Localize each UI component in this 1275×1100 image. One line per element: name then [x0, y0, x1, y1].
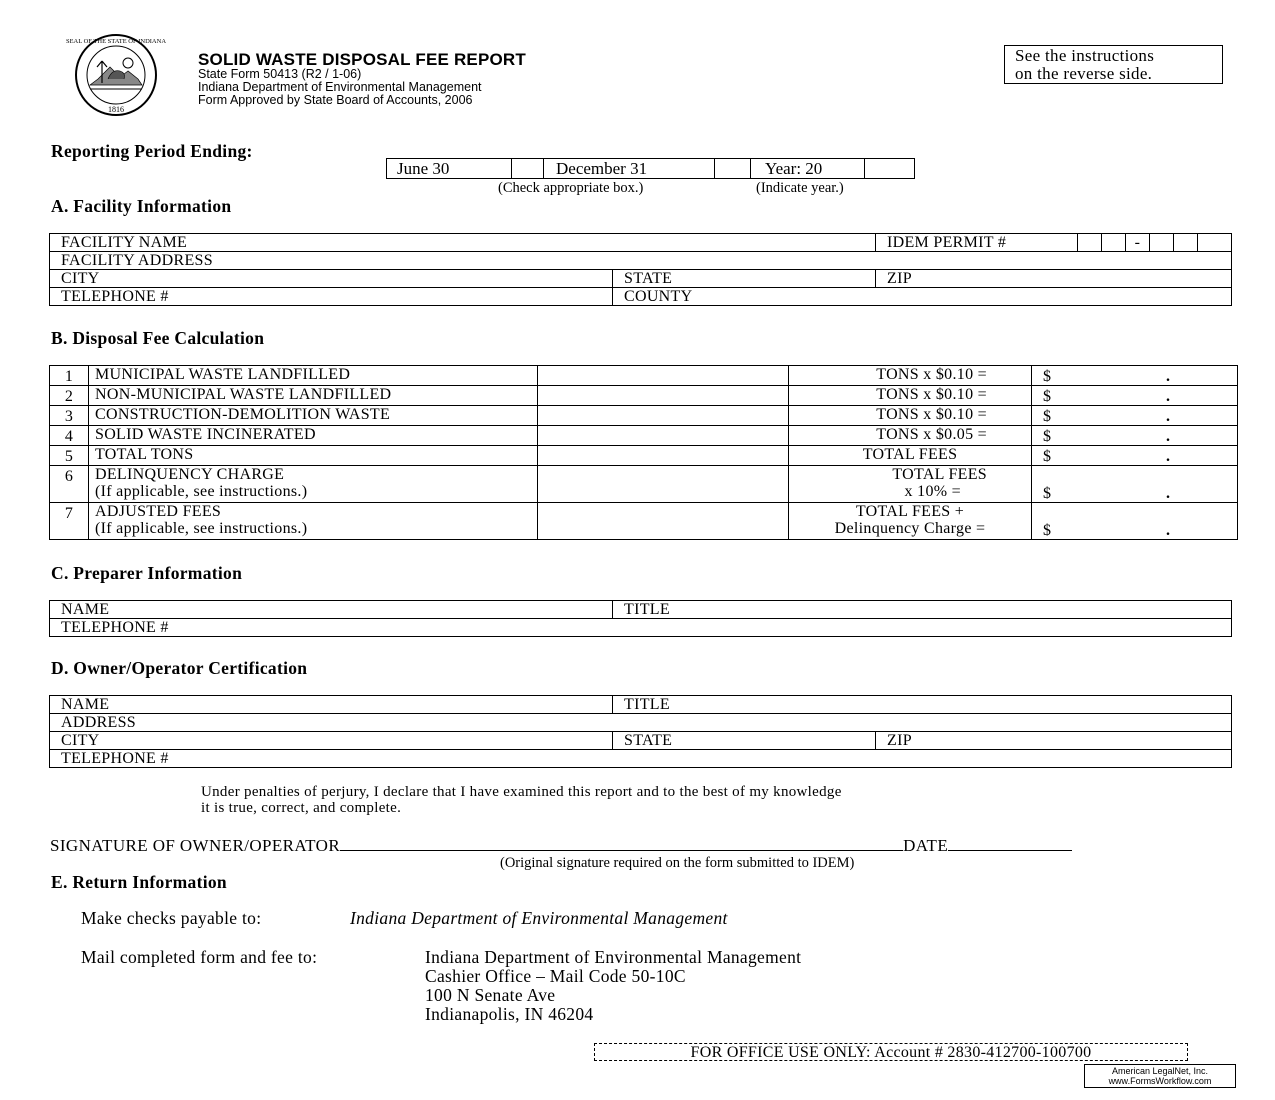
fee-row-number: 6 — [50, 466, 89, 503]
facility-name-field[interactable] — [50, 234, 876, 252]
fee-row-label: SOLID WASTE INCINERATED — [95, 426, 316, 443]
fee-row-rate — [789, 386, 1032, 406]
mail-address-line-3: 100 N Senate Ave — [425, 985, 556, 1005]
preparer-name-label: NAME — [61, 601, 110, 618]
facility-city-field[interactable] — [50, 270, 613, 288]
fee-row-amount-input[interactable] — [1032, 466, 1238, 503]
fee-row-label: NON-MUNICIPAL WASTE LANDFILLED — [95, 386, 392, 403]
fee-calculation-table — [49, 365, 1238, 540]
fee-row-tons-input[interactable] — [538, 446, 789, 466]
year-input[interactable] — [865, 159, 914, 178]
fee-row-number: 5 — [50, 446, 89, 466]
fee-row-label: ADJUSTED FEES — [95, 503, 222, 520]
section-a-heading: A. Facility Information — [51, 196, 232, 216]
dollar-sign: $ — [1043, 522, 1052, 539]
fee-row-description — [89, 406, 538, 426]
facility-county-field[interactable] — [613, 288, 1232, 306]
decimal-point: . — [1166, 522, 1171, 539]
preparer-title-label: TITLE — [624, 601, 670, 618]
fee-row-number: 3 — [50, 406, 89, 426]
fee-row — [50, 446, 1238, 466]
fee-row — [50, 406, 1238, 426]
fee-row-tons-input[interactable] — [538, 406, 789, 426]
perjury-declaration — [201, 784, 1081, 816]
preparer-telephone-label: TELEPHONE # — [61, 619, 169, 636]
owner-city-field[interactable] — [50, 732, 613, 750]
fee-row-rate-label: TOTAL FEES — [862, 446, 958, 463]
state-label: STATE — [624, 270, 673, 287]
fee-row-number: 1 — [50, 366, 89, 386]
owner-state-field[interactable] — [613, 732, 876, 750]
owner-telephone-label: TELEPHONE # — [61, 750, 169, 767]
telephone-label: TELEPHONE # — [61, 288, 169, 305]
fee-row-tons-input[interactable] — [538, 466, 789, 503]
date-field[interactable] — [948, 836, 1072, 851]
permit-field — [876, 234, 1232, 252]
payable-label: Make checks payable to: — [81, 908, 262, 928]
fee-row-rate — [789, 503, 1032, 540]
fee-row-amount-input[interactable] — [1032, 446, 1238, 466]
fee-row-description — [89, 366, 538, 386]
fee-row-rate-sublabel: Delinquency Charge = — [834, 520, 986, 537]
dollar-sign: $ — [1043, 448, 1052, 465]
fee-row-number: 2 — [50, 386, 89, 406]
mail-label: Mail completed form and fee to: — [81, 947, 318, 967]
facility-zip-field[interactable] — [876, 270, 1232, 288]
fee-row-tons-input[interactable] — [538, 386, 789, 406]
decimal-point: . — [1166, 388, 1171, 405]
fee-row-label: CONSTRUCTION-DEMOLITION WASTE — [95, 406, 391, 423]
owner-name-label: NAME — [61, 696, 110, 713]
fee-row-number: 7 — [50, 503, 89, 540]
preparer-table — [49, 600, 1232, 637]
owner-telephone-field[interactable] — [50, 750, 1232, 768]
fee-row-description — [89, 503, 538, 540]
june-checkbox[interactable] — [512, 159, 544, 178]
owner-title-label: TITLE — [624, 696, 670, 713]
fee-row-tons-input[interactable] — [538, 503, 789, 540]
mail-address-line-4: Indianapolis, IN 46204 — [425, 1004, 594, 1024]
agency-name: Indiana Department of Environmental Management — [198, 80, 482, 94]
fee-row-rate — [789, 426, 1032, 446]
fee-row-label: DELINQUENCY CHARGE — [95, 466, 285, 483]
fee-row-rate-label: TONS x $0.10 = — [876, 406, 987, 423]
fee-row-amount-input[interactable] — [1032, 366, 1238, 386]
fee-row-rate-sublabel: x 10% = — [904, 483, 961, 500]
owner-zip-field[interactable] — [876, 732, 1232, 750]
instructions-box — [1004, 45, 1223, 84]
reporting-period-label: Reporting Period Ending: — [51, 141, 253, 161]
fee-row-label: TOTAL TONS — [95, 446, 194, 463]
mail-address-line-2: Cashier Office – Mail Code 50-10C — [425, 966, 686, 986]
permit-box-4[interactable] — [1173, 234, 1197, 251]
fee-row-rate — [789, 466, 1032, 503]
decimal-point: . — [1166, 428, 1171, 445]
owner-name-field[interactable] — [50, 696, 613, 714]
declaration-line-2: it is true, correct, and complete. — [201, 800, 402, 816]
preparer-name-field[interactable] — [50, 601, 613, 619]
fee-row-amount-input[interactable] — [1032, 386, 1238, 406]
section-b-heading: B. Disposal Fee Calculation — [51, 328, 265, 348]
section-c-heading: C. Preparer Information — [51, 563, 243, 583]
permit-box-2[interactable] — [1101, 234, 1125, 251]
fee-row-tons-input[interactable] — [538, 426, 789, 446]
state-seal — [50, 33, 182, 117]
fee-row-rate-label: TONS x $0.10 = — [876, 386, 987, 403]
section-e-heading: E. Return Information — [51, 872, 227, 892]
fee-row — [50, 503, 1238, 540]
permit-label: IDEM PERMIT # — [887, 234, 1007, 251]
fee-row-rate-label: TONS x $0.05 = — [876, 426, 987, 443]
signature-line — [50, 836, 1072, 856]
period-boxes — [386, 158, 915, 179]
owner-state-label: STATE — [624, 732, 673, 749]
city-label: CITY — [61, 270, 100, 287]
instructions-line-1: See the instructions — [1015, 46, 1155, 65]
publisher-line-1: American LegalNet, Inc. — [1111, 1066, 1209, 1076]
signature-note: (Original signature required on the form submitted to IDEM) — [500, 855, 855, 871]
dollar-sign: $ — [1043, 428, 1052, 445]
fee-row-label: MUNICIPAL WASTE LANDFILLED — [95, 366, 351, 383]
preparer-telephone-field[interactable] — [50, 619, 1232, 637]
seal-text: SEAL OF THE STATE OF INDIANA — [65, 38, 167, 45]
form-title: SOLID WASTE DISPOSAL FEE REPORT — [198, 50, 526, 69]
fee-row-amount-input[interactable] — [1032, 406, 1238, 426]
owner-zip-label: ZIP — [887, 732, 912, 749]
mail-address-line-1: Indiana Department of Environmental Management — [425, 947, 802, 967]
fee-row-sublabel: (If applicable, see instructions.) — [95, 520, 308, 537]
payable-to: Indiana Department of Environmental Management — [350, 908, 728, 928]
owner-address-label: ADDRESS — [61, 714, 137, 731]
fee-row-amount-input[interactable] — [1032, 503, 1238, 540]
facility-name-label: FACILITY NAME — [61, 234, 188, 251]
seal-year: 1816 — [108, 105, 124, 114]
fee-row-rate — [789, 366, 1032, 386]
permit-box-1[interactable] — [1077, 234, 1101, 251]
permit-box-5[interactable] — [1197, 234, 1221, 251]
fee-row-rate-label: TOTAL FEES — [892, 466, 987, 483]
facility-address-label: FACILITY ADDRESS — [61, 252, 213, 269]
decimal-point: . — [1166, 408, 1171, 425]
section-d-heading: D. Owner/Operator Certification — [51, 658, 308, 678]
preparer-title-field[interactable] — [613, 601, 1232, 619]
office-use-box: FOR OFFICE USE ONLY: Account # 2830-412700-100700 — [594, 1043, 1188, 1061]
fee-row-rate — [789, 446, 1032, 466]
fee-row-rate-label: TONS x $0.10 = — [876, 366, 987, 383]
fee-row-rate — [789, 406, 1032, 426]
fee-row-number: 4 — [50, 426, 89, 446]
county-label: COUNTY — [624, 288, 693, 305]
approval-note: Form Approved by State Board of Accounts, 2006 — [198, 93, 473, 107]
fee-row — [50, 466, 1238, 503]
permit-box-3[interactable] — [1149, 234, 1173, 251]
fee-row-sublabel: (If applicable, see instructions.) — [95, 483, 308, 500]
dollar-sign: $ — [1043, 388, 1052, 405]
instructions-line-2: on the reverse side. — [1015, 64, 1153, 83]
december-checkbox[interactable] — [715, 159, 751, 178]
fee-row — [50, 386, 1238, 406]
owner-table — [49, 695, 1232, 768]
publisher-box — [1084, 1064, 1236, 1088]
fee-row-description — [89, 446, 538, 466]
owner-title-field[interactable] — [613, 696, 1232, 714]
decimal-point: . — [1166, 485, 1171, 502]
dollar-sign: $ — [1043, 485, 1052, 502]
zip-label: ZIP — [887, 270, 912, 287]
facility-info-table — [49, 233, 1232, 306]
facility-address-field[interactable] — [50, 252, 1232, 270]
fee-row-tons-input[interactable] — [538, 366, 789, 386]
fee-row-description — [89, 466, 538, 503]
december-label: December 31 — [544, 159, 715, 178]
fee-row-amount-input[interactable] — [1032, 426, 1238, 446]
fee-row-rate-label: TOTAL FEES + — [855, 503, 965, 520]
fee-row — [50, 366, 1238, 386]
decimal-point: . — [1166, 448, 1171, 465]
permit-dash: - — [1125, 234, 1149, 251]
fee-row — [50, 426, 1238, 446]
fee-row-description — [89, 426, 538, 446]
form-number: State Form 50413 (R2 / 1-06) — [198, 67, 362, 81]
dollar-sign: $ — [1043, 408, 1052, 425]
june-label: June 30 — [387, 159, 512, 178]
declaration-line-1: Under penalties of perjury, I declare that I have examined this report and to the best of my knowledge — [201, 784, 842, 800]
year-label: Year: 20 — [751, 159, 865, 178]
decimal-point: . — [1166, 368, 1171, 385]
owner-city-label: CITY — [61, 732, 100, 749]
signature-field[interactable] — [340, 836, 903, 851]
owner-address-field[interactable] — [50, 714, 1232, 732]
indicate-year-note: (Indicate year.) — [756, 180, 844, 196]
facility-state-field[interactable] — [613, 270, 876, 288]
check-box-note: (Check appropriate box.) — [498, 180, 644, 196]
facility-telephone-field[interactable] — [50, 288, 613, 306]
publisher-line-2: www.FormsWorkflow.com — [1108, 1076, 1212, 1086]
signature-label: SIGNATURE OF OWNER/OPERATOR — [50, 836, 341, 855]
dollar-sign: $ — [1043, 368, 1052, 385]
date-label: DATE — [903, 836, 949, 855]
fee-row-description — [89, 386, 538, 406]
